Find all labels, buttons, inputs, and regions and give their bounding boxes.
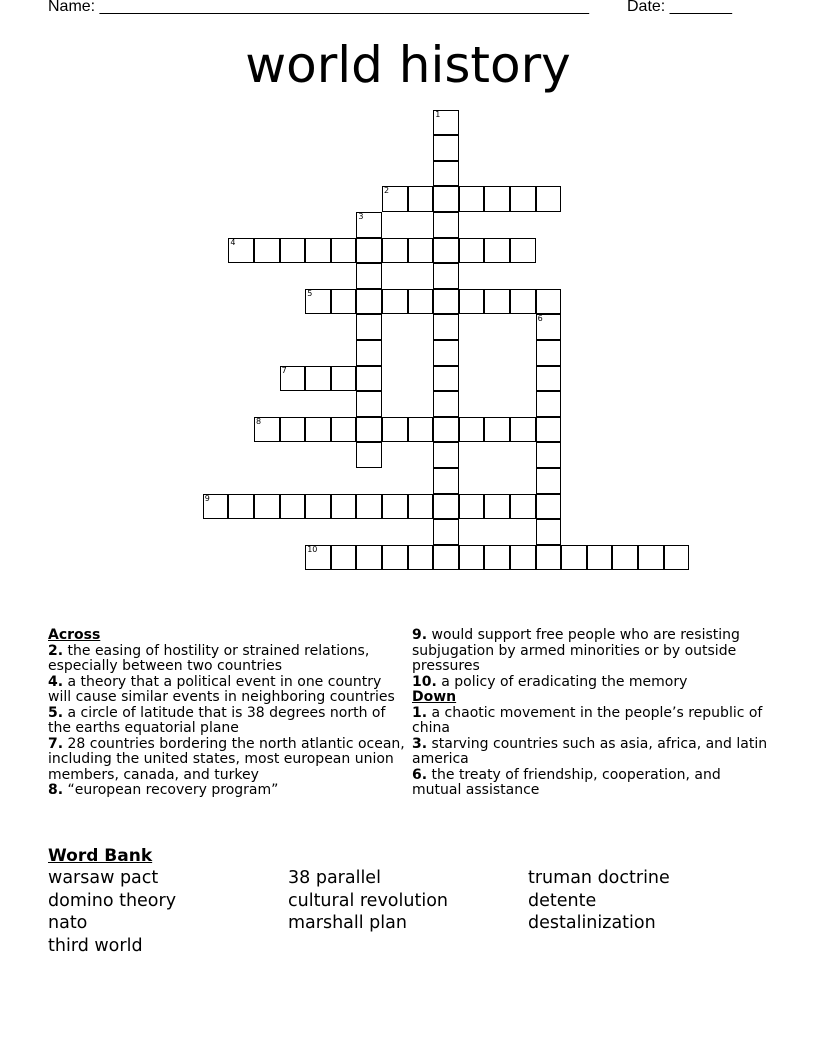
clues-right-column xyxy=(412,628,772,799)
clue-item-text: a chaotic movement in the people’s republic of china xyxy=(412,704,763,736)
crossword-cell[interactable] xyxy=(408,186,434,212)
clue-item xyxy=(48,644,408,675)
clue-item xyxy=(412,675,772,691)
crossword-cell[interactable] xyxy=(356,212,382,238)
across-heading: Across xyxy=(48,627,101,643)
clue-item xyxy=(48,706,408,737)
clue-item-text: starving countries such as asia, africa, and latin america xyxy=(412,735,768,767)
crossword-cell[interactable] xyxy=(459,494,485,520)
down-heading: Down xyxy=(412,689,457,705)
word-bank-word: marshall plan xyxy=(288,913,407,933)
clue-item xyxy=(48,783,408,799)
crossword-cell[interactable] xyxy=(433,340,459,366)
crossword-cell[interactable] xyxy=(536,391,562,417)
crossword-cell[interactable] xyxy=(536,314,562,340)
crossword-cell[interactable] xyxy=(587,545,613,571)
crossword-cell[interactable] xyxy=(331,545,357,571)
crossword-cell[interactable] xyxy=(433,212,459,238)
crossword-cell[interactable] xyxy=(254,417,280,443)
crossword-cell[interactable] xyxy=(433,468,459,494)
word-bank-heading: Word Bank xyxy=(48,846,153,866)
crossword-cell[interactable] xyxy=(484,186,510,212)
crossword-cell[interactable] xyxy=(433,186,459,212)
crossword-cell[interactable] xyxy=(433,417,459,443)
clue-item-text: a circle of latitude that is 38 degrees north of the earths equatorial plane xyxy=(48,704,386,736)
crossword-cell[interactable] xyxy=(510,289,536,315)
crossword-cell[interactable] xyxy=(356,263,382,289)
clue-item xyxy=(412,706,772,737)
clue-number: 5 xyxy=(307,288,313,298)
clue-number: 9 xyxy=(204,493,210,503)
word-bank-word: destalinization xyxy=(528,913,656,933)
crossword-cell[interactable] xyxy=(536,186,562,212)
crossword-cell[interactable] xyxy=(331,289,357,315)
clue-item xyxy=(48,675,408,706)
clue-item-number: 3. xyxy=(412,735,428,752)
crossword-cell[interactable] xyxy=(612,545,638,571)
clue-item-number: 6. xyxy=(412,766,428,783)
word-bank-word: domino theory xyxy=(48,890,177,911)
crossword-cell[interactable] xyxy=(305,494,331,520)
crossword-cell[interactable] xyxy=(459,238,485,264)
crossword-cell[interactable] xyxy=(459,186,485,212)
crossword-cell[interactable] xyxy=(280,238,306,264)
crossword-cell[interactable] xyxy=(536,545,562,571)
crossword-cell[interactable] xyxy=(356,545,382,571)
crossword-cell[interactable] xyxy=(433,238,459,264)
crossword-cell[interactable] xyxy=(484,417,510,443)
crossword-cell[interactable] xyxy=(408,545,434,571)
crossword-cell[interactable] xyxy=(356,417,382,443)
crossword-cell[interactable] xyxy=(433,442,459,468)
page-title: world history xyxy=(245,36,571,94)
crossword-cell[interactable] xyxy=(228,494,254,520)
clue-number: 2 xyxy=(384,186,390,196)
clue-number: 8 xyxy=(256,416,262,426)
crossword-cell[interactable] xyxy=(433,135,459,161)
crossword-cell[interactable] xyxy=(433,161,459,187)
clue-item-text: the treaty of friendship, cooperation, and mutual assistance xyxy=(412,766,721,798)
crossword-cell[interactable] xyxy=(331,494,357,520)
crossword-cell[interactable] xyxy=(305,545,331,571)
clue-item-number: 1. xyxy=(412,704,428,721)
crossword-cell[interactable] xyxy=(433,519,459,545)
crossword-cell[interactable] xyxy=(203,494,229,520)
clue-item-text: would support free people who are resisting subjugation by armed minorities or by outside pressures xyxy=(412,627,740,674)
name-field-label: Name: _______________________________________________________ xyxy=(48,0,589,15)
clue-item xyxy=(412,737,772,768)
crossword-cell[interactable] xyxy=(356,442,382,468)
crossword-cell[interactable] xyxy=(433,263,459,289)
crossword-cell[interactable] xyxy=(382,545,408,571)
crossword-cell[interactable] xyxy=(356,238,382,264)
crossword-cell[interactable] xyxy=(459,417,485,443)
crossword-cell[interactable] xyxy=(536,442,562,468)
clue-item-number: 4. xyxy=(48,673,64,690)
crossword-cell[interactable] xyxy=(356,494,382,520)
crossword-cell[interactable] xyxy=(433,494,459,520)
crossword-cell[interactable] xyxy=(433,289,459,315)
crossword-cell[interactable] xyxy=(356,366,382,392)
crossword-cell[interactable] xyxy=(382,417,408,443)
word-bank-word: detente xyxy=(528,890,597,911)
crossword-cell[interactable] xyxy=(484,494,510,520)
across-clue-list xyxy=(48,644,408,799)
crossword-cell[interactable] xyxy=(433,366,459,392)
crossword-cell[interactable] xyxy=(433,391,459,417)
clue-item-number: 2. xyxy=(48,642,64,659)
clue-item-text: a policy of eradicating the memory xyxy=(436,673,688,690)
crossword-cell[interactable] xyxy=(536,289,562,315)
crossword-cell[interactable] xyxy=(382,289,408,315)
crossword-cell[interactable] xyxy=(433,314,459,340)
crossword-cell[interactable] xyxy=(254,494,280,520)
crossword-cell[interactable] xyxy=(536,340,562,366)
date-field-label: Date: _______ xyxy=(627,0,732,15)
clue-item-number: 5. xyxy=(48,704,64,721)
crossword-cell[interactable] xyxy=(664,545,690,571)
word-bank-word: nato xyxy=(48,913,88,933)
crossword-cell[interactable] xyxy=(408,494,434,520)
clue-item-text: a theory that a political event in one country will cause similar events in neighboring countries xyxy=(48,673,395,705)
crossword-cell[interactable] xyxy=(356,289,382,315)
crossword-cell[interactable] xyxy=(433,110,459,136)
crossword-cell[interactable] xyxy=(280,494,306,520)
crossword-cell[interactable] xyxy=(638,545,664,571)
word-bank-word: 38 parallel xyxy=(288,868,381,888)
word-bank-word: cultural revolution xyxy=(288,890,448,911)
crossword-cell[interactable] xyxy=(356,314,382,340)
crossword-cell[interactable] xyxy=(280,417,306,443)
crossword-cell[interactable] xyxy=(382,238,408,264)
crossword-cell[interactable] xyxy=(305,366,331,392)
crossword-cell[interactable] xyxy=(408,238,434,264)
crossword-cell[interactable] xyxy=(536,468,562,494)
crossword-cell[interactable] xyxy=(536,417,562,443)
clue-number: 6 xyxy=(537,314,543,324)
clue-number: 3 xyxy=(358,212,364,221)
clue-item-number: 9. xyxy=(412,627,428,643)
crossword-cell[interactable] xyxy=(382,186,408,212)
clue-item-number: 7. xyxy=(48,735,64,752)
crossword-cell[interactable] xyxy=(305,417,331,443)
crossword-cell[interactable] xyxy=(356,340,382,366)
crossword-cell[interactable] xyxy=(510,494,536,520)
down-clue-list xyxy=(412,706,772,799)
crossword-cell[interactable] xyxy=(561,545,587,571)
crossword-cell[interactable] xyxy=(536,366,562,392)
crossword-cell[interactable] xyxy=(510,545,536,571)
crossword-cell[interactable] xyxy=(408,417,434,443)
clue-number: 1 xyxy=(435,109,441,119)
crossword-cell[interactable] xyxy=(331,417,357,443)
crossword-cell[interactable] xyxy=(228,238,254,264)
clue-item-text: the easing of hostility or strained relations, especially between two countries xyxy=(48,642,370,674)
clue-item-number: 8. xyxy=(48,782,64,798)
clue-item-number: 10. xyxy=(412,673,437,690)
crossword-cell[interactable] xyxy=(459,545,485,571)
clue-number: 4 xyxy=(230,237,236,247)
crossword-cell[interactable] xyxy=(382,494,408,520)
crossword-cell[interactable] xyxy=(536,494,562,520)
crossword-cell[interactable] xyxy=(484,545,510,571)
clue-item xyxy=(412,628,772,675)
crossword-cell[interactable] xyxy=(356,391,382,417)
crossword-cell[interactable] xyxy=(484,238,510,264)
crossword-cell[interactable] xyxy=(305,289,331,315)
crossword-cell[interactable] xyxy=(408,289,434,315)
across-clue-list-continued xyxy=(412,628,772,690)
clue-number: 10 xyxy=(307,544,318,554)
word-bank-word: third world xyxy=(48,935,143,956)
clue-number: 7 xyxy=(281,365,287,375)
crossword-cell[interactable] xyxy=(484,289,510,315)
crossword-cell[interactable] xyxy=(331,366,357,392)
crossword-cell[interactable] xyxy=(536,519,562,545)
crossword-cell[interactable] xyxy=(510,186,536,212)
crossword-cell[interactable] xyxy=(331,238,357,264)
crossword-cell[interactable] xyxy=(433,545,459,571)
word-bank-word: truman doctrine xyxy=(528,868,670,888)
clue-item xyxy=(412,768,772,799)
clue-item xyxy=(48,737,408,784)
clues-left-column xyxy=(48,628,408,799)
crossword-cell[interactable] xyxy=(280,366,306,392)
word-bank-word: warsaw pact xyxy=(48,868,159,888)
crossword-cell[interactable] xyxy=(510,238,536,264)
clue-item-text: “european recovery program” xyxy=(63,782,279,798)
crossword-cell[interactable] xyxy=(459,289,485,315)
clue-item-text: 28 countries bordering the north atlantic ocean, including the united states, most european union members, canada, and turkey xyxy=(48,735,405,783)
crossword-cell[interactable] xyxy=(254,238,280,264)
crossword-cell[interactable] xyxy=(305,238,331,264)
crossword-cell[interactable] xyxy=(510,417,536,443)
